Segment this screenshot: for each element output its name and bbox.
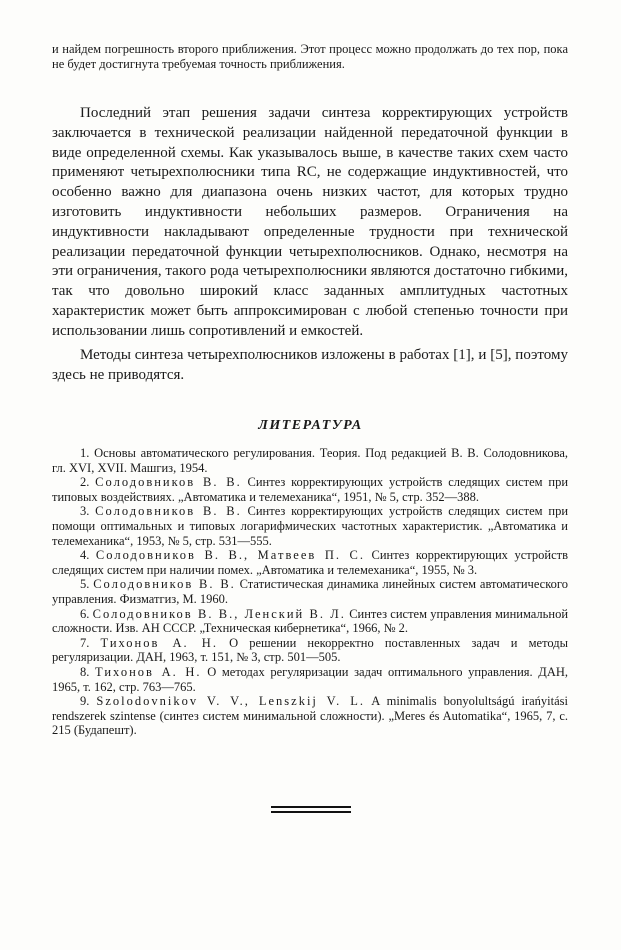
reference-list <box>52 446 568 738</box>
reference-item: 3. Солодовников В. В. Синтез корректирующих устройств следящих систем при помощи оптимальных и типовых логарифмических частотных характеристик. „Автоматика и телемеханика“, 1953, № 5, стр. 531—555. <box>52 504 569 548</box>
reference-item: 2. Солодовников В. В. Синтез корректирующих устройств следящих систем при типовых воздействиях. „Автоматика и телемеханика“, 1951, № 5, стр. 352—388. <box>52 475 569 504</box>
reference-item: 4. Солодовников В. В., Матвеев П. С. Синтез корректирующих устройств следящих систем при наличии помех. „Автоматика и телемеханика“, 1955, № 3. <box>52 548 568 577</box>
methods-paragraph: Методы синтеза четырехполюсников изложены в работах [1], и [5], поэтому здесь не приводятся. <box>52 347 568 383</box>
reference-item: 5. Солодовников В. В. Статистическая динамика линейных систем автоматического управления. Физматгиз, М. 1960. <box>52 577 568 606</box>
reference-item: 6. Солодовников В. В., Ленский В. Л. Синтез систем управления минимальной сложности. Изв. АН СССР. „Техническая кибернетика“, 1966, № 2. <box>52 606 569 636</box>
reference-item: 8. Тихонов А. Н. О методах регуляризации задач оптимального управления. ДАН, 1965, т. 162, стр. 763—765. <box>52 664 569 694</box>
end-divider <box>271 806 351 808</box>
body-paragraph: Последний этап решения задачи синтеза корректирующих устройств заключается в технической реализации найденной передаточной функции в виде определенной схемы. Как указывалось выше, в качестве таких схем часто применяют четырехполюсники типа RC, не содержащие индуктивностей, что особенно важно для диапазона очень низких частот, для которых трудно изготовить индуктивности небольших размеров. Ограничения на индуктивности накладывают определенные трудности при технической реализации передаточной функции четырехполюсников. Однако, несмотря на эти ограничения, такого рода четырехполюсники являются достаточно гибкими, так что довольно широкий класс заданных амплитудных частотных характеристик может быть аппроксимирован с любой степенью точности при использовании лишь сопротивлений и емкостей. <box>52 105 568 339</box>
reference-item: 1. Основы автоматического регулирования. Теория. Под редакцией В. В. Солодовникова, гл. XVI, XVII. Машгиз, 1954. <box>52 446 569 475</box>
literature-heading: ЛИТЕРАТУРА <box>258 418 363 433</box>
reference-item: 7. Тихонов А. Н. О решении некорректно поставленных задач и методы регуляризации. ДАН, 1963, т. 151, № 3, стр. 501—505. <box>52 635 569 665</box>
reference-item: 9. Szolodovnikov V. V., Lenszkij V. L. A minimalis bonyolultságú irańyitási rendszerek szintense (синтез систем минимальной сложности). „Meres és Automatika“, 1965, 7, с. 215 (Будапешт). <box>52 694 568 738</box>
end-divider <box>271 811 351 813</box>
continuation-paragraph: и найдем погрешность второго приближения. Этот процесс можно продолжать до тех пор, пока не будет достигнута требуемая точность приближения. <box>52 42 568 71</box>
